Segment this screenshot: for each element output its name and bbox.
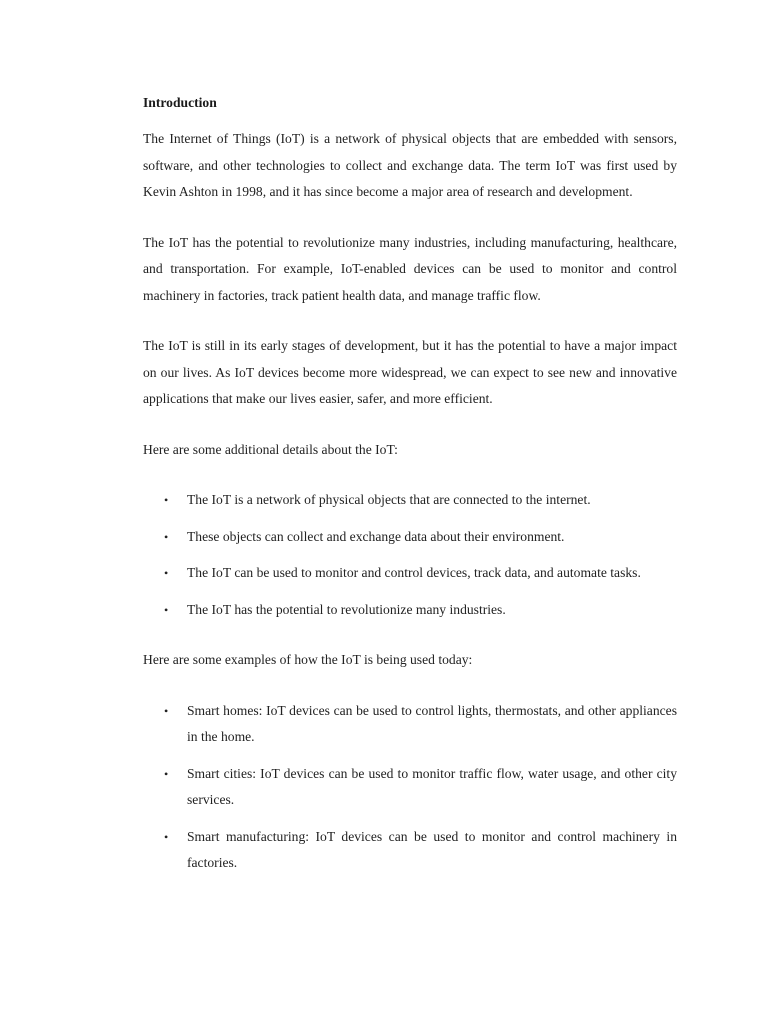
bullet-icon: • [164,602,169,617]
bullet-icon: • [164,766,169,781]
bullet-icon: • [164,493,169,507]
list-item [143,698,677,751]
intro-paragraph-1: The Internet of Things (IoT) is a network of physical objects that are embedded with sensors, software, and other technologies to collect and exchange data. The term IoT was first used by Kevin Ashton in 1998, and it has since become a major area of research and development. [143,131,677,199]
list-item-text: The IoT has the potential to revolutionize many industries. [187,601,506,617]
list-item [143,597,677,624]
list-item [143,761,677,814]
examples-list [143,698,677,877]
section-heading: Introduction [143,95,217,110]
list-item [143,824,677,877]
list-item [143,487,677,514]
list-item-text: Smart cities: IoT devices can be used to monitor traffic flow, water usage, and other city services. [187,765,677,807]
bullet-icon: • [164,566,169,580]
intro-paragraph-3: The IoT is still in its early stages of development, but it has the potential to have a major impact on our lives. As IoT devices become more widespread, we can expect to see new and innovative applications that make our lives easier, safer, and more efficient. [143,338,677,406]
list-item [143,560,677,587]
bullet-icon: • [164,703,169,718]
list-item [143,524,677,551]
intro-paragraph-2: The IoT has the potential to revolutionize many industries, including manufacturing, healthcare, and transportation. For example, IoT-enabled devices can be used to monitor and control machinery in factories, track patient health data, and manage traffic flow. [143,234,677,303]
list-item-text: The IoT is a network of physical objects that are connected to the internet. [187,492,591,507]
examples-intro: Here are some examples of how the IoT is being used today: [143,652,473,667]
list-item-text: These objects can collect and exchange data about their environment. [187,528,565,544]
document-page [143,90,677,901]
bullet-icon: • [164,829,169,844]
list-item-text: Smart manufacturing: IoT devices can be used to monitor and control machinery in factories. [187,828,677,870]
list-item-text: The IoT can be used to monitor and control devices, track data, and automate tasks. [187,565,641,580]
list-item-text: Smart homes: IoT devices can be used to control lights, thermostats, and other appliances in the home. [187,702,677,744]
details-list [143,487,677,623]
details-intro: Here are some additional details about the IoT: [143,441,398,457]
bullet-icon: • [164,529,169,544]
